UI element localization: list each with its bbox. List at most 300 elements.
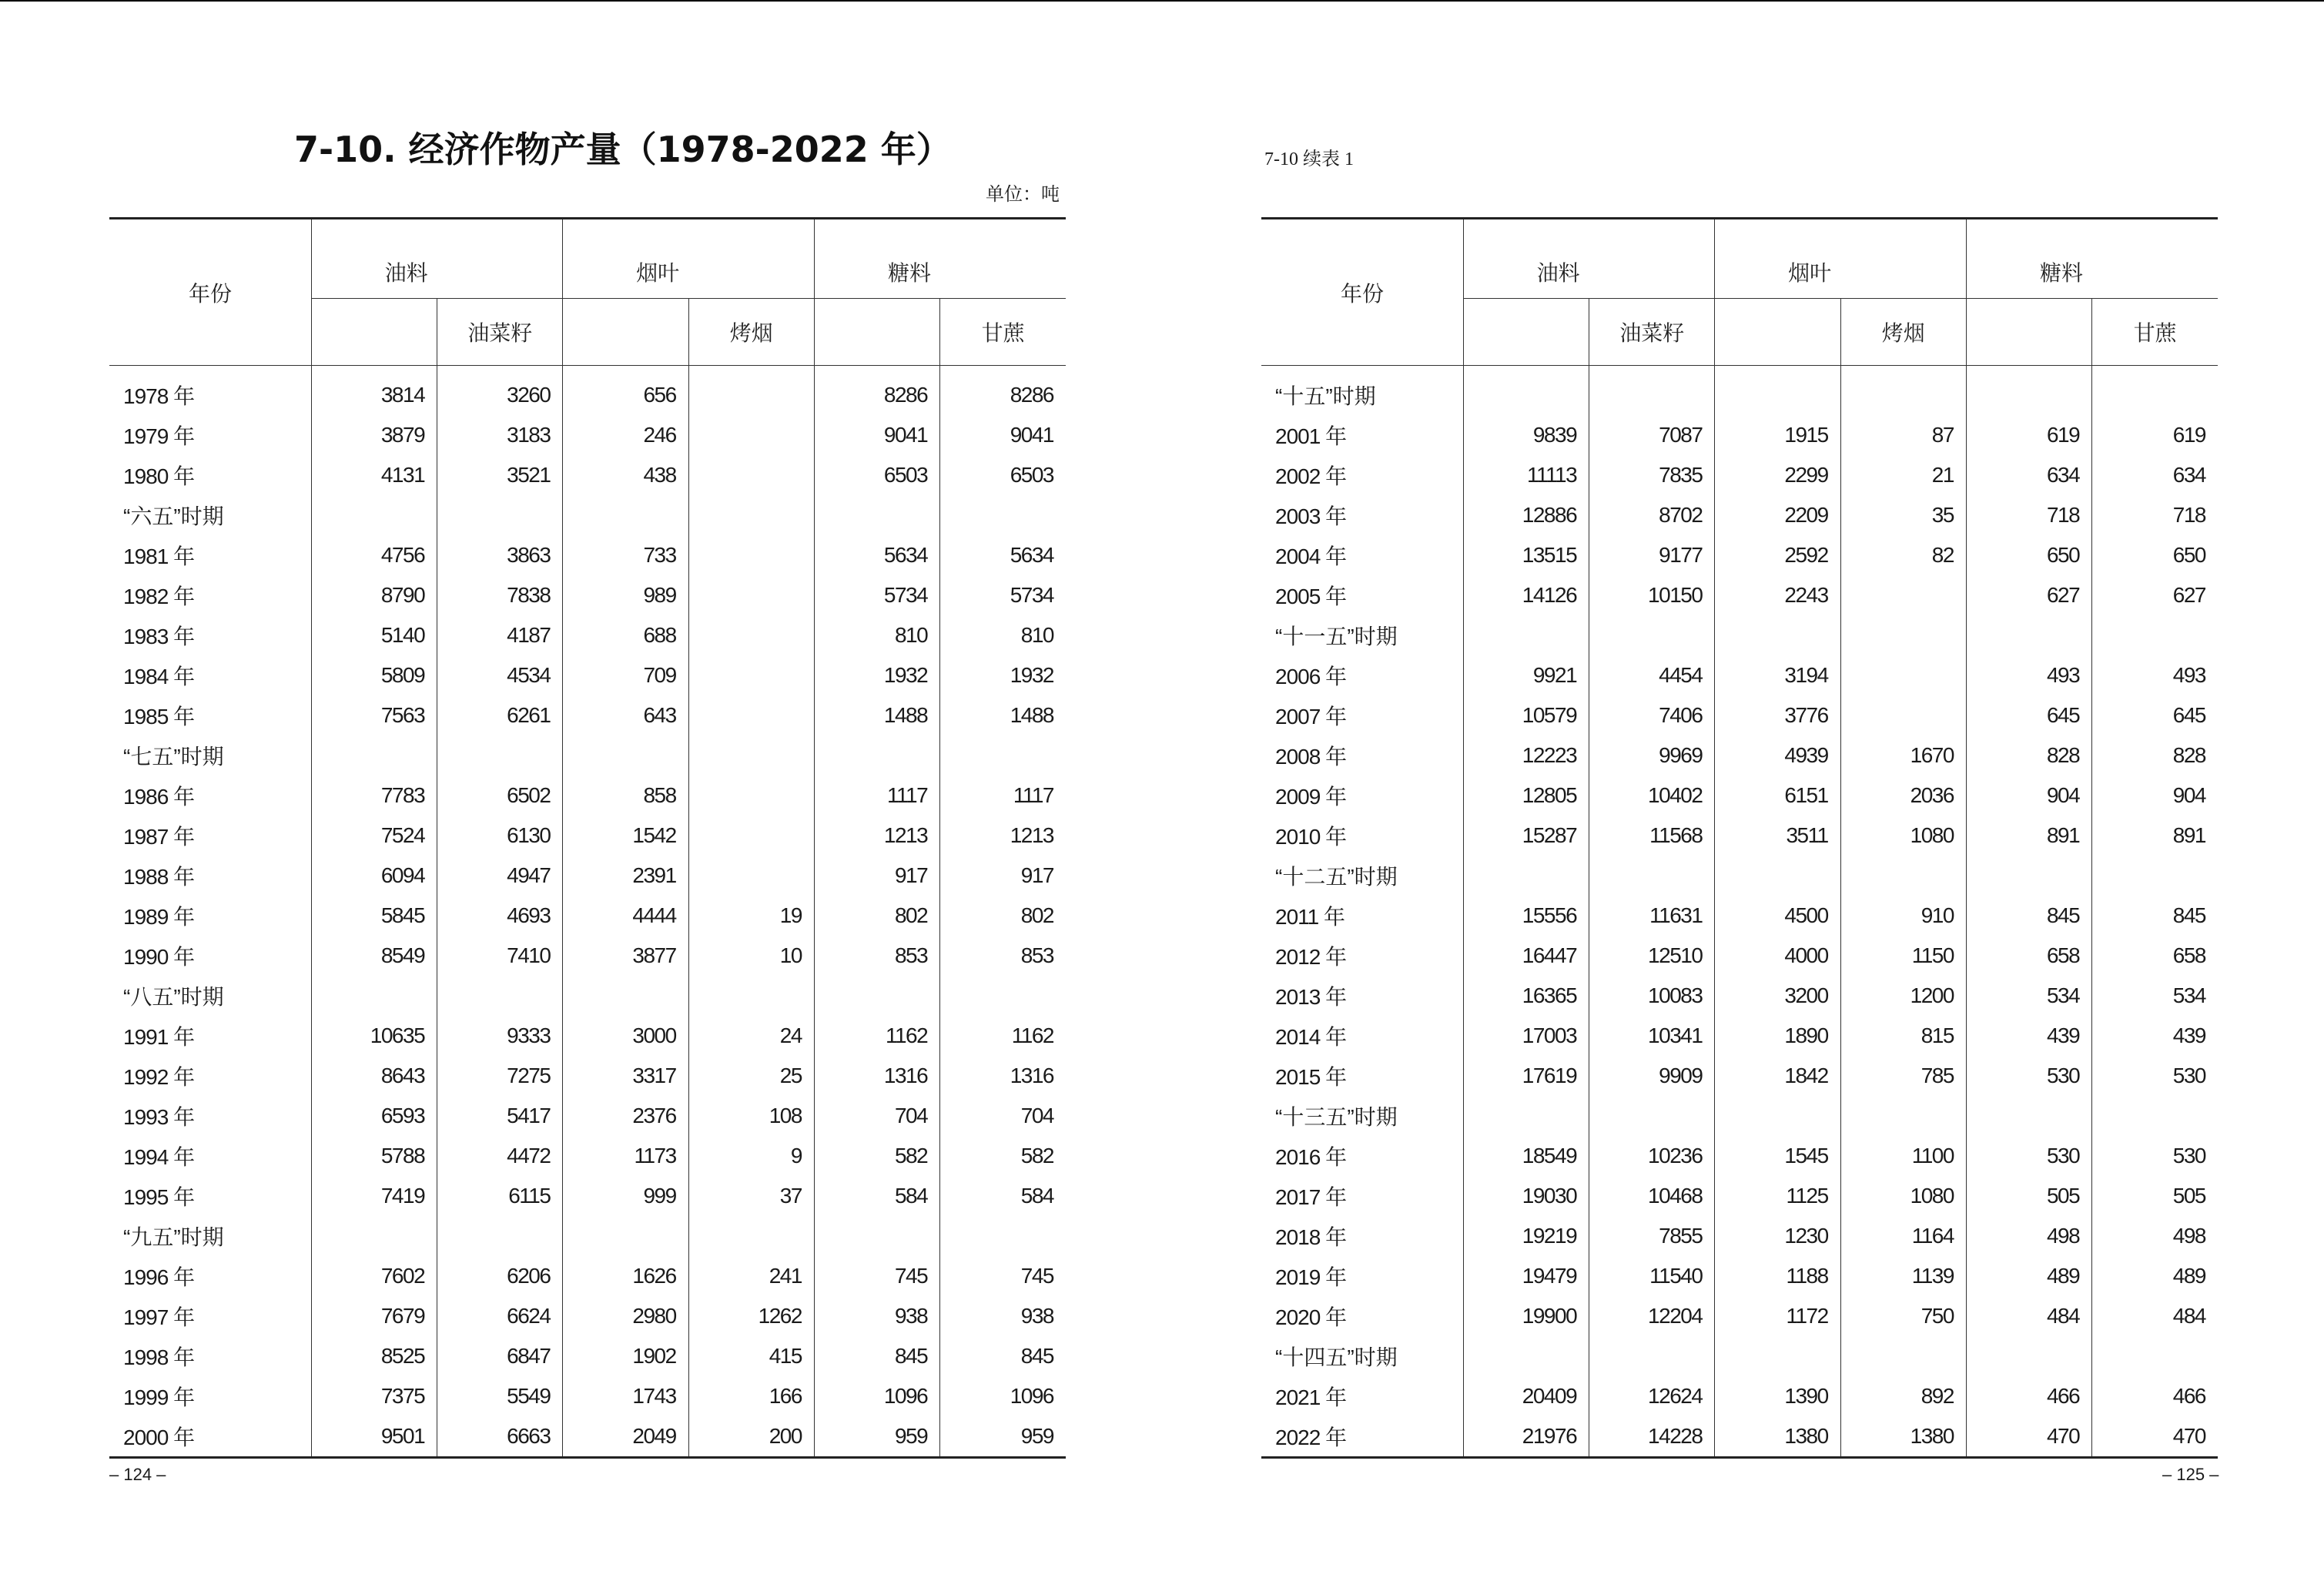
cell-flue-cured (1840, 615, 1966, 655)
year-cell: 1982 年 (123, 585, 195, 608)
cell-sugar: 466 (1966, 1376, 2091, 1416)
year-cell: 2000 年 (123, 1426, 195, 1449)
cell-oil: 3814 (311, 366, 437, 416)
cell-sugar (1966, 1336, 2091, 1376)
year-cell: 2008 年 (1275, 745, 1347, 769)
period-row (109, 976, 1066, 1016)
cell-rapeseed: 7855 (1589, 1216, 1715, 1256)
period-row (109, 735, 1066, 776)
period-label: “六五”时期 (123, 504, 224, 528)
cell-sugarcane: 584 (940, 1176, 1066, 1216)
year-cell: 2021 年 (1275, 1385, 1347, 1409)
year-cell: 1993 年 (123, 1105, 195, 1129)
cell-rapeseed: 4693 (437, 896, 563, 936)
cell-rapeseed: 4454 (1589, 655, 1715, 695)
header-tobacco-total-spacer (1715, 299, 1840, 366)
cell-tobacco: 3200 (1715, 976, 1840, 1016)
year-cell: 2004 年 (1275, 544, 1347, 568)
cell-sugar: 845 (1966, 896, 2091, 936)
cell-sugar: 828 (1966, 735, 2091, 776)
cell-flue-cured (688, 776, 814, 816)
cell-sugarcane: 634 (2092, 455, 2218, 495)
cell-tobacco: 3000 (563, 1016, 688, 1056)
production-table-right (1261, 217, 2218, 1459)
cell-sugarcane: 904 (2092, 776, 2218, 816)
table-row (109, 936, 1066, 976)
cell-rapeseed: 6115 (437, 1176, 563, 1216)
cell-sugarcane: 745 (940, 1256, 1066, 1296)
cell-sugarcane: 1162 (940, 1016, 1066, 1056)
year-cell: 1985 年 (123, 705, 195, 729)
cell-sugar (1966, 366, 2091, 416)
cell-sugarcane: 1488 (940, 695, 1066, 735)
cell-flue-cured: 25 (688, 1056, 814, 1096)
cell-rapeseed: 9909 (1589, 1056, 1715, 1096)
cell-sugarcane (2092, 1336, 2218, 1376)
table-row (109, 1096, 1066, 1136)
cell-tobacco: 1890 (1715, 1016, 1840, 1056)
cell-tobacco: 1172 (1715, 1296, 1840, 1336)
table-row (1261, 455, 2218, 495)
cell-flue-cured (1840, 575, 1966, 615)
cell-flue-cured (1840, 1096, 1966, 1136)
cell-sugar: 627 (1966, 575, 2091, 615)
cell-flue-cured (688, 1216, 814, 1256)
cell-sugarcane: 505 (2092, 1176, 2218, 1216)
cell-sugarcane (940, 735, 1066, 776)
cell-flue-cured: 1080 (1840, 816, 1966, 856)
cell-flue-cured: 1080 (1840, 1176, 1966, 1216)
cell-flue-cured (688, 976, 814, 1016)
cell-tobacco: 2376 (563, 1096, 688, 1136)
cell-rapeseed: 7838 (437, 575, 563, 615)
cell-tobacco: 2049 (563, 1416, 688, 1458)
cell-flue-cured: 910 (1840, 896, 1966, 936)
table-row (109, 575, 1066, 615)
cell-flue-cured: 1200 (1840, 976, 1966, 1016)
cell-tobacco: 6151 (1715, 776, 1840, 816)
cell-sugar: 530 (1966, 1056, 2091, 1096)
table-row (1261, 1056, 2218, 1096)
cell-rapeseed: 4534 (437, 655, 563, 695)
period-label: “十四五”时期 (1275, 1345, 1398, 1369)
header-flue-cured: 烤烟 (688, 299, 814, 366)
period-label: “十二五”时期 (1275, 865, 1398, 889)
year-cell: 2001 年 (1275, 424, 1347, 448)
cell-flue-cured: 1100 (1840, 1136, 1966, 1176)
cell-sugarcane: 718 (2092, 495, 2218, 535)
table-row (1261, 575, 2218, 615)
table-row (1261, 695, 2218, 735)
cell-flue-cured: 10 (688, 936, 814, 976)
year-cell: 2020 年 (1275, 1305, 1347, 1329)
year-cell: 1984 年 (123, 665, 195, 688)
cell-sugar: 530 (1966, 1136, 2091, 1176)
cell-sugar: 1162 (814, 1016, 939, 1056)
table-row (109, 1336, 1066, 1376)
cell-oil: 5845 (311, 896, 437, 936)
period-label: “十一五”时期 (1275, 625, 1398, 648)
cell-sugarcane: 470 (2092, 1416, 2218, 1458)
cell-sugar: 704 (814, 1096, 939, 1136)
cell-sugar (814, 735, 939, 776)
cell-sugarcane: 938 (940, 1296, 1066, 1336)
header-oil-total-spacer (311, 299, 437, 366)
cell-sugar: 802 (814, 896, 939, 936)
cell-sugarcane: 489 (2092, 1256, 2218, 1296)
cell-flue-cured: 2036 (1840, 776, 1966, 816)
cell-sugar: 1316 (814, 1056, 939, 1096)
table-row (1261, 1176, 2218, 1216)
cell-oil: 19219 (1463, 1216, 1589, 1256)
cell-oil (1463, 1096, 1589, 1136)
period-row (109, 495, 1066, 535)
cell-sugarcane: 484 (2092, 1296, 2218, 1336)
cell-sugar: 584 (814, 1176, 939, 1216)
cell-sugarcane: 582 (940, 1136, 1066, 1176)
cell-tobacco (1715, 1336, 1840, 1376)
header-sugarcane: 甘蔗 (2092, 299, 2218, 366)
table-row (1261, 936, 2218, 976)
cell-oil: 7524 (311, 816, 437, 856)
cell-sugarcane: 498 (2092, 1216, 2218, 1256)
year-cell: 1987 年 (123, 825, 195, 849)
header-tobacco: 烟叶 (1715, 219, 1967, 299)
cell-flue-cured (688, 535, 814, 575)
cell-rapeseed: 3863 (437, 535, 563, 575)
cell-oil (311, 735, 437, 776)
cell-tobacco: 2209 (1715, 495, 1840, 535)
cell-flue-cured (688, 366, 814, 416)
cell-rapeseed: 7406 (1589, 695, 1715, 735)
cell-oil: 9921 (1463, 655, 1589, 695)
cell-oil: 7563 (311, 695, 437, 735)
period-row (1261, 1096, 2218, 1136)
cell-rapeseed: 6663 (437, 1416, 563, 1458)
cell-sugar: 5634 (814, 535, 939, 575)
cell-rapeseed: 14228 (1589, 1416, 1715, 1458)
year-cell: 1981 年 (123, 544, 195, 568)
cell-oil: 10579 (1463, 695, 1589, 735)
table-row (1261, 495, 2218, 535)
cell-oil: 6593 (311, 1096, 437, 1136)
cell-rapeseed: 12204 (1589, 1296, 1715, 1336)
cell-oil: 14126 (1463, 575, 1589, 615)
cell-tobacco: 858 (563, 776, 688, 816)
header-year: 年份 (188, 282, 232, 307)
cell-flue-cured: 82 (1840, 535, 1966, 575)
year-cell: 2006 年 (1275, 665, 1347, 688)
cell-oil: 17003 (1463, 1016, 1589, 1056)
table-row (1261, 655, 2218, 695)
cell-sugarcane: 8286 (940, 366, 1066, 416)
cell-sugar: 845 (814, 1336, 939, 1376)
cell-tobacco: 709 (563, 655, 688, 695)
period-label: “十五”时期 (1275, 384, 1376, 408)
cell-oil: 18549 (1463, 1136, 1589, 1176)
year-cell: 1989 年 (123, 905, 195, 929)
period-label: “七五”时期 (123, 745, 224, 769)
cell-sugar: 658 (1966, 936, 2091, 976)
table-row (109, 455, 1066, 495)
table-row (1261, 1296, 2218, 1336)
cell-sugar: 505 (1966, 1176, 2091, 1216)
cell-oil: 19900 (1463, 1296, 1589, 1336)
cell-rapeseed: 10341 (1589, 1016, 1715, 1056)
cell-oil: 15556 (1463, 896, 1589, 936)
cell-tobacco: 733 (563, 535, 688, 575)
continuation-label: 7-10 续表 1 (1264, 149, 1354, 169)
table-row (109, 1376, 1066, 1416)
header-tobacco: 烟叶 (563, 219, 815, 299)
cell-flue-cured (688, 615, 814, 655)
cell-oil: 19479 (1463, 1256, 1589, 1296)
cell-oil: 3879 (311, 415, 437, 455)
cell-sugar: 6503 (814, 455, 939, 495)
cell-sugarcane: 645 (2092, 695, 2218, 735)
cell-oil: 15287 (1463, 816, 1589, 856)
header-sugar: 糖料 (814, 219, 1066, 299)
cell-sugarcane: 810 (940, 615, 1066, 655)
table-row (1261, 896, 2218, 936)
cell-oil: 7679 (311, 1296, 437, 1336)
cell-tobacco: 2243 (1715, 575, 1840, 615)
cell-rapeseed: 11631 (1589, 896, 1715, 936)
period-row (109, 1216, 1066, 1256)
cell-tobacco: 688 (563, 615, 688, 655)
cell-tobacco (563, 1216, 688, 1256)
cell-rapeseed: 3183 (437, 415, 563, 455)
cell-sugarcane: 1117 (940, 776, 1066, 816)
cell-tobacco: 4444 (563, 896, 688, 936)
cell-flue-cured (688, 455, 814, 495)
cell-sugarcane: 530 (2092, 1136, 2218, 1176)
period-label: “九五”时期 (123, 1225, 224, 1249)
cell-sugarcane: 466 (2092, 1376, 2218, 1416)
header-sugar-total-spacer (1966, 299, 2091, 366)
table-row (1261, 415, 2218, 455)
cell-rapeseed (1589, 856, 1715, 896)
cell-rapeseed: 7410 (437, 936, 563, 976)
cell-tobacco: 2299 (1715, 455, 1840, 495)
cell-oil (1463, 856, 1589, 896)
cell-flue-cured: 21 (1840, 455, 1966, 495)
cell-rapeseed: 6206 (437, 1256, 563, 1296)
period-row (1261, 615, 2218, 655)
cell-sugar (814, 976, 939, 1016)
cell-rapeseed: 5417 (437, 1096, 563, 1136)
cell-sugar: 650 (1966, 535, 2091, 575)
cell-flue-cured: 815 (1840, 1016, 1966, 1056)
period-label: “八五”时期 (123, 985, 224, 1009)
cell-rapeseed: 7275 (437, 1056, 563, 1096)
year-cell: 1978 年 (123, 384, 195, 408)
cell-rapeseed: 8702 (1589, 495, 1715, 535)
cell-sugarcane: 1932 (940, 655, 1066, 695)
cell-tobacco: 4000 (1715, 936, 1840, 976)
year-cell: 2016 年 (1275, 1145, 1347, 1169)
cell-rapeseed: 5549 (437, 1376, 563, 1416)
header-year: 年份 (1340, 282, 1384, 307)
cell-sugarcane: 1096 (940, 1376, 1066, 1416)
cell-tobacco: 1743 (563, 1376, 688, 1416)
year-cell: 2013 年 (1275, 985, 1347, 1009)
cell-flue-cured: 1262 (688, 1296, 814, 1336)
table-row (1261, 1136, 2218, 1176)
cell-flue-cured: 200 (688, 1416, 814, 1458)
cell-oil: 13515 (1463, 535, 1589, 575)
year-cell: 2002 年 (1275, 464, 1347, 488)
table-row (109, 366, 1066, 416)
cell-rapeseed: 6624 (437, 1296, 563, 1336)
cell-oil: 10635 (311, 1016, 437, 1056)
cell-rapeseed: 9969 (1589, 735, 1715, 776)
year-cell: 2019 年 (1275, 1265, 1347, 1289)
table-row (1261, 1416, 2218, 1458)
cell-rapeseed: 10402 (1589, 776, 1715, 816)
cell-flue-cured (688, 655, 814, 695)
cell-sugar: 1213 (814, 816, 939, 856)
cell-oil: 16447 (1463, 936, 1589, 976)
cell-oil: 4131 (311, 455, 437, 495)
year-cell: 2011 年 (1275, 905, 1345, 929)
cell-sugar: 904 (1966, 776, 2091, 816)
cell-sugar (814, 495, 939, 535)
cell-oil: 7419 (311, 1176, 437, 1216)
cell-rapeseed: 9177 (1589, 535, 1715, 575)
cell-sugar: 8286 (814, 366, 939, 416)
cell-oil: 8643 (311, 1056, 437, 1096)
cell-rapeseed (437, 976, 563, 1016)
cell-tobacco: 989 (563, 575, 688, 615)
cell-tobacco: 1380 (1715, 1416, 1840, 1458)
cell-tobacco: 438 (563, 455, 688, 495)
header-sugar: 糖料 (1966, 219, 2218, 299)
cell-oil (1463, 366, 1589, 416)
cell-sugarcane (940, 495, 1066, 535)
cell-sugarcane: 891 (2092, 816, 2218, 856)
table-row (109, 535, 1066, 575)
cell-flue-cured: 108 (688, 1096, 814, 1136)
page-title: 7-10. 经济作物产量（1978-2022 年） (294, 129, 952, 170)
period-row (1261, 1336, 2218, 1376)
cell-flue-cured: 37 (688, 1176, 814, 1216)
cell-flue-cured (1840, 366, 1966, 416)
cell-sugar (1966, 1096, 2091, 1136)
cell-rapeseed: 9333 (437, 1016, 563, 1056)
table-row (109, 1296, 1066, 1336)
year-cell: 2014 年 (1275, 1025, 1347, 1049)
cell-sugar: 619 (1966, 415, 2091, 455)
table-row (1261, 535, 2218, 575)
cell-tobacco: 1542 (563, 816, 688, 856)
cell-flue-cured: 24 (688, 1016, 814, 1056)
top-border-line (0, 0, 2324, 2)
period-label: “十三五”时期 (1275, 1105, 1398, 1129)
cell-sugarcane: 845 (2092, 896, 2218, 936)
cell-rapeseed (437, 495, 563, 535)
cell-rapeseed: 4947 (437, 856, 563, 896)
page-number-right: – 125 – (2162, 1465, 2219, 1484)
cell-sugarcane: 493 (2092, 655, 2218, 695)
header-sugar-total-spacer (814, 299, 939, 366)
table-body-left (109, 366, 1066, 1458)
cell-oil: 12805 (1463, 776, 1589, 816)
cell-tobacco: 2592 (1715, 535, 1840, 575)
cell-sugarcane: 845 (940, 1336, 1066, 1376)
cell-flue-cured (688, 816, 814, 856)
table-row (109, 1056, 1066, 1096)
cell-sugar: 917 (814, 856, 939, 896)
cell-rapeseed (437, 1216, 563, 1256)
year-cell: 2007 年 (1275, 705, 1347, 729)
cell-rapeseed: 12510 (1589, 936, 1715, 976)
period-row (1261, 366, 2218, 416)
cell-flue-cured: 1139 (1840, 1256, 1966, 1296)
cell-sugarcane: 959 (940, 1416, 1066, 1458)
cell-flue-cured (688, 735, 814, 776)
period-row (1261, 856, 2218, 896)
cell-sugarcane: 534 (2092, 976, 2218, 1016)
cell-sugar (814, 1216, 939, 1256)
table-row (109, 1136, 1066, 1176)
table-row (109, 655, 1066, 695)
cell-sugarcane: 853 (940, 936, 1066, 976)
cell-sugar: 9041 (814, 415, 939, 455)
year-cell: 1991 年 (123, 1025, 195, 1049)
cell-rapeseed (1589, 1096, 1715, 1136)
cell-sugarcane: 917 (940, 856, 1066, 896)
year-cell: 1992 年 (123, 1065, 195, 1089)
cell-oil: 9839 (1463, 415, 1589, 455)
cell-rapeseed: 10150 (1589, 575, 1715, 615)
cell-flue-cured: 415 (688, 1336, 814, 1376)
cell-sugarcane: 9041 (940, 415, 1066, 455)
cell-rapeseed: 12624 (1589, 1376, 1715, 1416)
cell-tobacco: 246 (563, 415, 688, 455)
table-row (1261, 1256, 2218, 1296)
cell-flue-cured (1840, 695, 1966, 735)
cell-sugar: 938 (814, 1296, 939, 1336)
cell-sugarcane: 5734 (940, 575, 1066, 615)
cell-oil: 7375 (311, 1376, 437, 1416)
cell-sugar: 810 (814, 615, 939, 655)
cell-tobacco: 4939 (1715, 735, 1840, 776)
cell-oil: 7602 (311, 1256, 437, 1296)
cell-sugarcane: 5634 (940, 535, 1066, 575)
cell-sugarcane: 439 (2092, 1016, 2218, 1056)
table-row (1261, 976, 2218, 1016)
cell-sugarcane: 658 (2092, 936, 2218, 976)
cell-oil: 9501 (311, 1416, 437, 1458)
table-row (109, 1016, 1066, 1056)
cell-sugar: 959 (814, 1416, 939, 1458)
cell-tobacco: 2980 (563, 1296, 688, 1336)
cell-flue-cured (688, 575, 814, 615)
cell-rapeseed: 10468 (1589, 1176, 1715, 1216)
cell-oil: 8790 (311, 575, 437, 615)
cell-sugar: 493 (1966, 655, 2091, 695)
table-row (1261, 1016, 2218, 1056)
year-cell: 1997 年 (123, 1305, 195, 1329)
table-row (1261, 735, 2218, 776)
cell-sugar: 489 (1966, 1256, 2091, 1296)
cell-sugar: 484 (1966, 1296, 2091, 1336)
cell-oil (311, 976, 437, 1016)
cell-flue-cured: 19 (688, 896, 814, 936)
cell-sugar: 853 (814, 936, 939, 976)
cell-sugar: 1096 (814, 1376, 939, 1416)
